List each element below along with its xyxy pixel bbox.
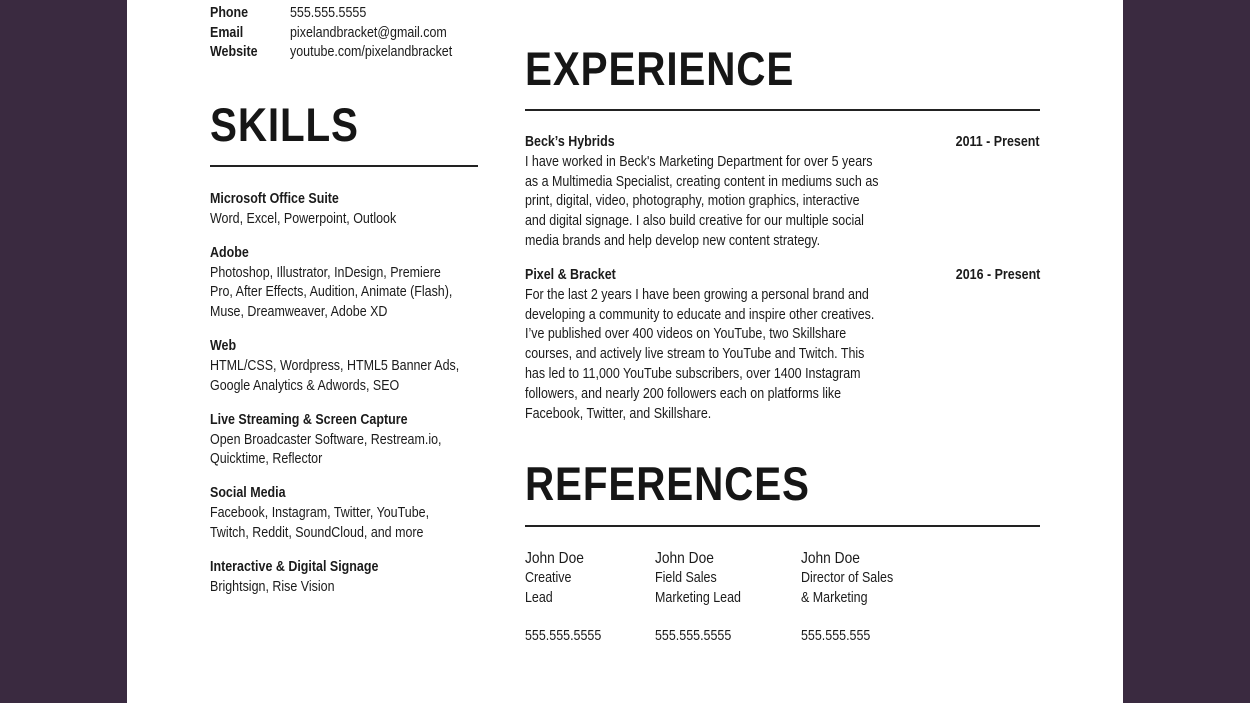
contact-row-phone <box>210 4 550 24</box>
job-description-line: as a Multimedia Specialist, creating content in mediums such as <box>525 173 879 190</box>
job-company: Pixel & Bracket <box>525 267 616 283</box>
job-description-line: media brands and help develop new content strategy. <box>525 232 821 249</box>
skill-detail-line: Facebook, Instagram, Twitter, YouTube, <box>210 505 430 522</box>
job-description-line: For the last 2 years I have been growing a personal brand and <box>525 286 869 303</box>
skill-detail-line: Pro, After Effects, Audition, Animate (Flash), <box>210 284 453 301</box>
contact-label: Phone <box>210 4 249 21</box>
skill-title: Microsoft Office Suite <box>210 191 339 207</box>
reference-title-line: Lead <box>525 589 553 606</box>
skill-group <box>210 484 500 543</box>
skill-title: Interactive & Digital Signage <box>210 558 379 575</box>
job-description-line: has led to 11,000 YouTube subscribers, over 1400 Instagram <box>525 365 861 382</box>
reference-name: John Doe <box>801 550 860 567</box>
reference-entry <box>801 549 908 646</box>
reference-name: John Doe <box>525 550 584 567</box>
job-entry <box>525 133 1040 252</box>
skill-detail-line: Photoshop, Illustrator, InDesign, Premiere <box>210 264 441 281</box>
reference-title-line: Marketing Lead <box>655 589 741 606</box>
reference-title-line: & Marketing <box>801 589 868 606</box>
reference-name: John Doe <box>655 550 714 567</box>
job-period: 2011 - Present <box>956 134 1040 150</box>
job-description-line: courses, and actively live stream to YouTube and Twitch. This <box>525 346 865 363</box>
skill-detail-line: Google Analytics & Adwords, SEO <box>210 377 400 394</box>
job-description-line: and digital signage. I also build creative for our multiple social <box>525 213 864 230</box>
skills-divider <box>210 165 478 167</box>
reference-title-line: Director of Sales <box>801 570 894 586</box>
skill-title: Adobe <box>210 244 249 261</box>
contact-label: Email <box>210 24 244 41</box>
education-degree <box>525 0 781 4</box>
job-period: 2016 - Present <box>955 267 1040 283</box>
job-description <box>525 286 1040 425</box>
experience-divider <box>525 109 1040 111</box>
reference-phone: 555.555.555 <box>801 627 871 644</box>
skills-heading: SKILLS <box>210 98 359 151</box>
skill-detail-line: Brightsign, Rise Vision <box>210 578 335 595</box>
skill-group <box>210 411 500 470</box>
references-divider <box>525 525 1040 527</box>
contact-label: Website <box>210 44 258 61</box>
job-description <box>525 153 1040 252</box>
job-company: Beck’s Hybrids <box>525 134 615 150</box>
contact-value: youtube.com/pixelandbracket <box>290 44 453 61</box>
reference-phone: 555.555.5555 <box>655 627 732 644</box>
skill-detail-line: Word, Excel, Powerpoint, Outlook <box>210 210 397 227</box>
job-description-line: print, digital, video, photography, motion graphics, interactive <box>525 193 860 210</box>
contact-value: 555.555.5555 <box>290 4 367 21</box>
contact-row-email <box>210 24 550 44</box>
skill-title: Live Streaming & Screen Capture <box>210 411 408 428</box>
skill-title: Social Media <box>210 485 286 502</box>
skill-detail-line: Open Broadcaster Software, Restream.io, <box>210 431 442 448</box>
skill-group <box>210 337 500 396</box>
skill-detail-line: Muse, Dreamweaver, Adobe XD <box>210 304 388 321</box>
job-description-line: I have worked in Beck's Marketing Department for over 5 years <box>525 153 873 170</box>
job-description-line: I’ve published over 400 videos on YouTube, two Skillshare <box>525 326 847 343</box>
skill-group <box>210 244 500 323</box>
job-description-line: Facebook, Twitter, and Skillshare. <box>525 405 712 422</box>
skill-group <box>210 190 500 230</box>
job-description-line: followers, and nearly 200 followers each on platforms like <box>525 385 842 402</box>
reference-entry <box>525 549 614 646</box>
contact-value: pixelandbracket@gmail.com <box>290 24 447 41</box>
contact-row-website <box>210 43 550 63</box>
reference-entry <box>655 549 755 646</box>
references-heading: REFERENCES <box>525 457 810 510</box>
reference-phone: 555.555.5555 <box>525 627 602 644</box>
reference-title-line: Creative <box>525 570 572 586</box>
contact-details <box>210 0 550 63</box>
skills-list <box>210 190 500 612</box>
job-entry <box>525 266 1040 424</box>
skill-detail-line: Quicktime, Reflector <box>210 451 323 468</box>
reference-title-line: Field Sales <box>655 570 717 586</box>
job-description-line: developing a community to educate and inspire other creatives. <box>525 306 875 323</box>
skill-detail-line: HTML/CSS, Wordpress, HTML5 Banner Ads, <box>210 357 460 374</box>
skill-group <box>210 558 500 598</box>
resume-page <box>127 0 1123 703</box>
skill-title: Web <box>210 338 237 355</box>
skill-detail-line: Twitch, Reddit, SoundCloud, and more <box>210 524 424 541</box>
experience-heading: EXPERIENCE <box>525 42 795 95</box>
